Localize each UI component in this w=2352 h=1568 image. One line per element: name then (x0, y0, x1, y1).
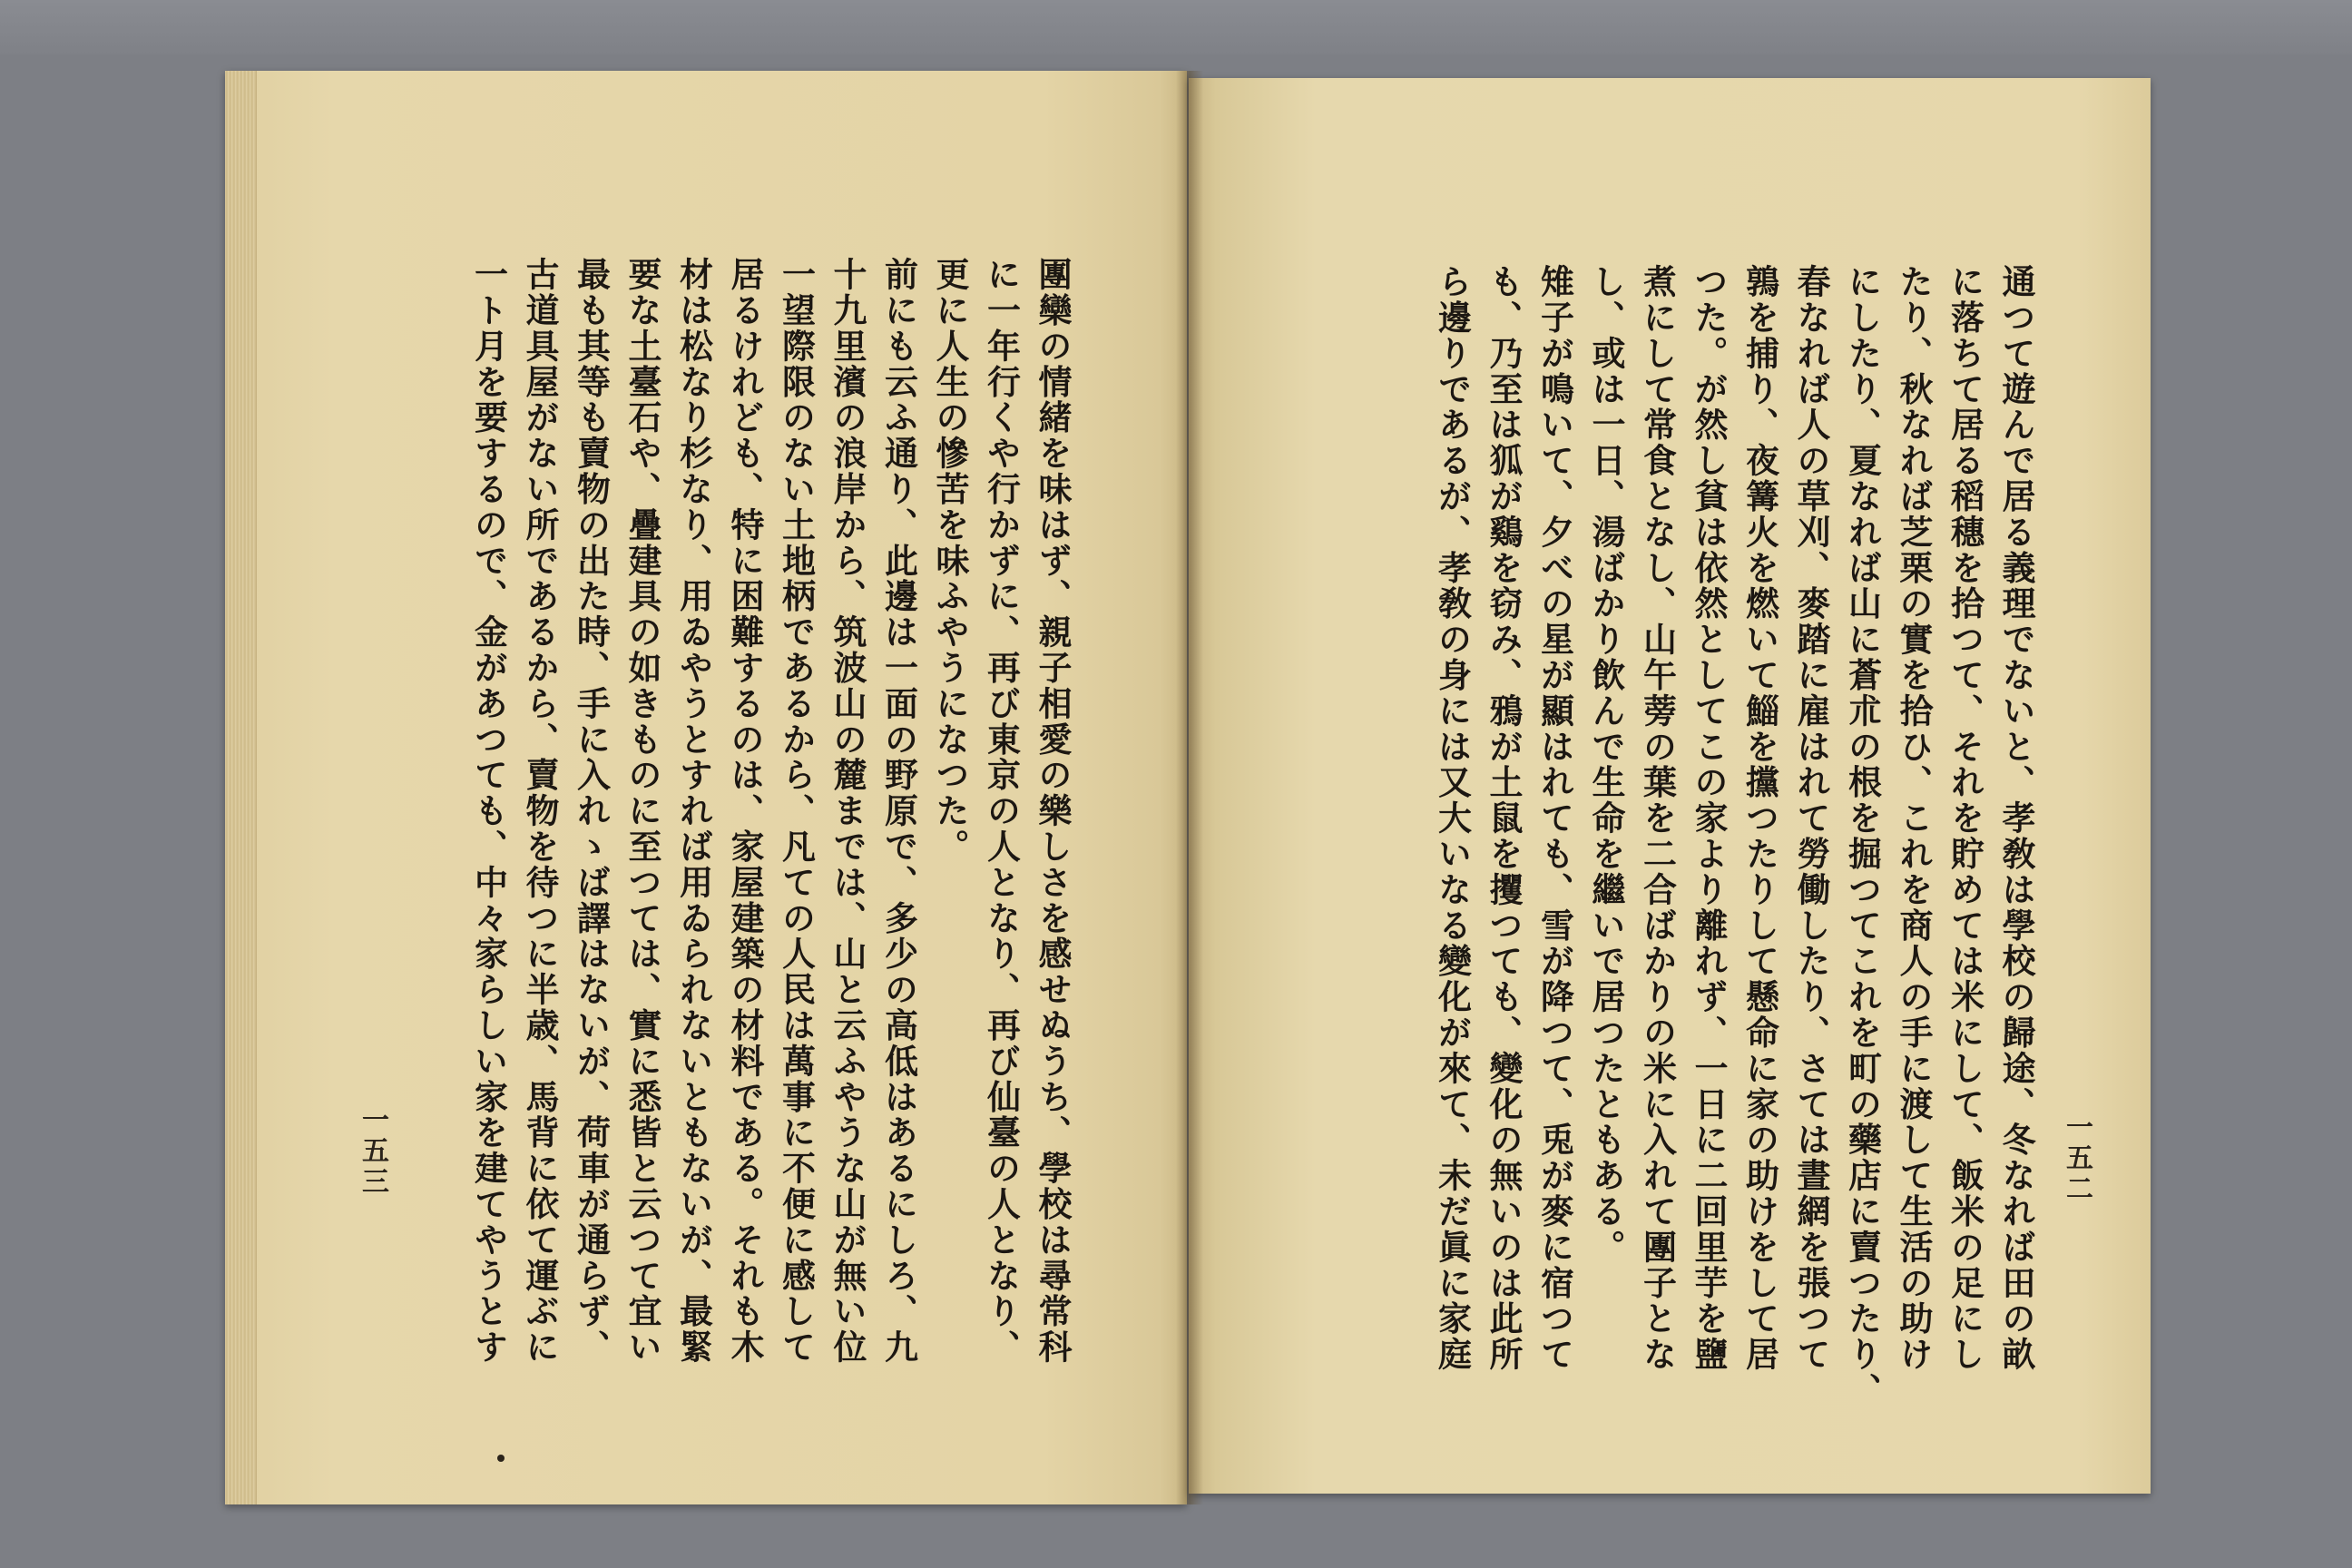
text-line: し、或は一日、湯ばかり飲んで生命を繼いで居つたともある。 (1586, 264, 1626, 1266)
page-edges (225, 71, 257, 1504)
right-page (1189, 78, 2151, 1494)
text-line: 鶉を捕り、夜篝火を燃いて鯔を攩つたりして懸命に家の助けをして居 (1740, 264, 1780, 1373)
ink-speck (497, 1455, 505, 1462)
text-line: 最も其等も賣物の出た時、手に入れゝば譯はないが、荷車が通らず、 (571, 257, 612, 1366)
text-line: 要な土臺石や、疊建具の如きものに至つては、實に悉皆と云つて宜い (622, 257, 662, 1366)
text-line: 古道具屋がない所であるから、賣物を待つに半歳、馬背に依て運ぶに (520, 257, 560, 1366)
text-line: 十九里濱の浪岸から、筑波山の麓までは、山と云ふやうな山が無い位 (828, 257, 867, 1366)
text-line: 雉子が鳴いて、夕べの星が顯はれても、雪が降つて、兎が麥に宿つて (1534, 264, 1575, 1373)
text-line: にしたり、夏なれば山に蒼朮の根を掘つてこれを町の藥店に賣つたり、 (1842, 264, 1883, 1408)
left-page (225, 71, 1187, 1504)
left-page-text (463, 257, 1078, 1366)
page-number-left: 一五三 (357, 1105, 388, 1198)
text-line: 春なれば人の草刈、麥踏に雇はれて勞働したり、さては晝網を張つて (1791, 264, 1831, 1373)
text-line: たり、秋なれば芝栗の實を拾ひ、これを商人の手に渡して生活の助け (1894, 264, 1934, 1373)
text-line: つた。が然し貧は依然としてこの家より離れず、一日に二回里芋を鹽 (1689, 264, 1729, 1373)
text-line: 一ト月を要するので、金があつても、中々家らしい家を建てやうとす (468, 257, 509, 1366)
text-line: 居るけれども、特に困難するのは、家屋建築の材料である。それも木 (725, 257, 765, 1366)
text-line: 更に人生の慘苦を味ふやうになつた。 (930, 257, 970, 865)
right-page-text (1426, 264, 2042, 1408)
text-line: 前にも云ふ通り、此邊は一面の野原で、多少の高低はあるにしろ、九 (878, 257, 919, 1366)
text-line: 通つて遊んで居る義理でないと、孝敎は學校の歸途、冬なれば田の畝 (1996, 264, 2036, 1373)
page-number-right: 一五二 (2061, 1112, 2092, 1205)
text-line: 材は松なり杉なり、用ゐやうとすれば用ゐられないともないが、最緊 (673, 257, 714, 1366)
text-line: に一年行くや行かずに、再び東京の人となり、再び仙臺の人となり、 (981, 257, 1022, 1366)
text-line: に落ちて居る稻穗を拾つて、それを貯めては米にして、飯米の足にし (1945, 264, 1985, 1373)
text-line: 團欒の情緒を味はず、親子相愛の樂しさを感せぬうち、學校は尋常科 (1033, 257, 1073, 1366)
text-line: ら邊りであるが、孝敎の身には又大いなる變化が來て、未だ眞に家庭 (1432, 264, 1473, 1373)
text-line: も、乃至は狐が鷄を窃み、鴉が土鼠を攫つても、變化の無いのは此所 (1484, 264, 1524, 1373)
scanner-backdrop (0, 0, 2352, 54)
open-book (225, 71, 2151, 1504)
text-line: 一望際限のない土地柄であるから、凡ての人民は萬事に不便に感して (776, 257, 817, 1366)
text-line: 煮にして常食となし、山午蒡の葉を二合ばかりの米に入れて團子とな (1637, 264, 1678, 1373)
